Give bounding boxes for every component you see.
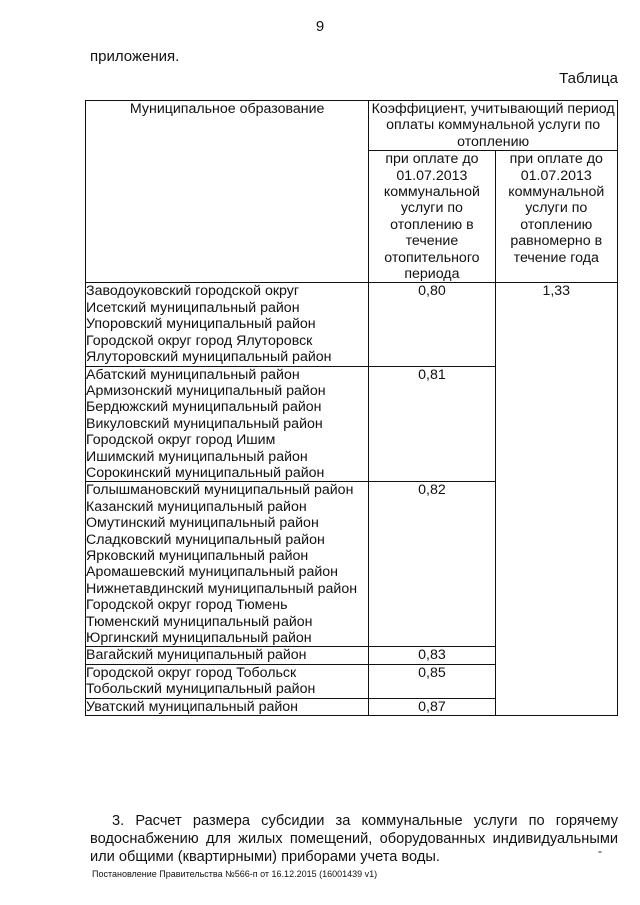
municipality-name: Городской округ город Ишим [86,432,276,449]
municipality-name: Юргинский муниципальный район [86,630,312,646]
municipality-cell [86,647,369,664]
municipality-name: Ялуторовский муниципальный район [86,349,332,366]
coefficient-value: 0,82 [369,482,495,647]
municipality-name: Абатский муниципальный район [86,366,300,383]
municipality-name: Упоровский муниципальный район [86,316,316,333]
municipality-name: Тюменский муниципальный район [86,613,313,630]
table-header-row [86,101,618,151]
header-uniform-year: при оплате до 01.07.2013 коммунальной услуги по отоплению равномерно в течение года [495,151,617,283]
municipality-cell [86,283,369,366]
table-label: Таблица [559,70,618,87]
uniform-coefficient-value: 1,33 [495,283,617,716]
table-row [86,283,618,366]
municipality-name: Тобольский муниципальный район [86,681,316,698]
coefficient-value: 0,81 [369,366,495,482]
municipality-cell [86,366,369,482]
intro-text: приложения. [90,48,180,65]
municipality-name: Ишимский муниципальный район [86,448,308,465]
paragraph-3: 3. Расчет размера субсидии за коммунальные услуги по горячему водоснабжению для жилых помещений, оборудованных индивидуальными или общими (квартирными) приборами учета воды. [90,813,618,865]
coefficient-value: 0,80 [369,283,495,366]
coefficient-value: 0,87 [369,698,495,715]
municipality-name: Ярковский муниципальный район [86,547,309,564]
municipality-name: Голышмановский муниципальный район [86,482,354,499]
municipality-name: Заводоуковский городской округ [86,283,300,300]
municipality-name: Бердюжский муниципальный район [86,399,322,416]
page-number: 9 [315,18,325,35]
municipality-name: Уватский муниципальный район [86,698,298,715]
document-footer: Постановление Правительства №566-п от 16.12.2015 (16001439 v1) [92,869,378,879]
municipality-name: Викуловский муниципальный район [86,415,323,432]
header-municipality: Муниципальное образование [86,101,369,283]
municipality-name: Нижнетавдинский муниципальный район [86,580,358,597]
municipality-cell [86,698,369,715]
municipality-name: Городской округ город Ялуторовск [86,332,313,349]
header-heating-period: при оплате до 01.07.2013 коммунальной услуги по отоплению в течение отопительного периода [369,151,495,283]
municipality-name: Аромашевский муниципальный район [86,564,339,581]
coefficient-value: 0,85 [369,664,495,698]
municipality-name: Казанский муниципальный район [86,498,307,515]
municipality-cell [86,482,369,647]
municipality-name: Сорокинский муниципальный район [86,464,325,481]
municipality-name: Сладковский муниципальный район [86,531,325,548]
coefficient-value: 0,83 [369,647,495,664]
municipality-name: Армизонский муниципальный район [86,382,326,399]
municipality-name: Городской округ город Тюмень [86,597,288,614]
municipality-name: Омутинский муниципальный район [86,515,319,532]
municipality-name: Городской округ город Тобольск [86,664,297,681]
municipality-cell [86,664,369,698]
municipality-name: Вагайский муниципальный район [86,647,307,664]
header-coefficient: Коэффициент, учитывающий период оплаты коммунальной услуги по отоплению [369,101,618,151]
page-mark: - [598,844,602,858]
municipality-name: Исетский муниципальный район [86,299,300,316]
coefficient-table [85,100,618,716]
